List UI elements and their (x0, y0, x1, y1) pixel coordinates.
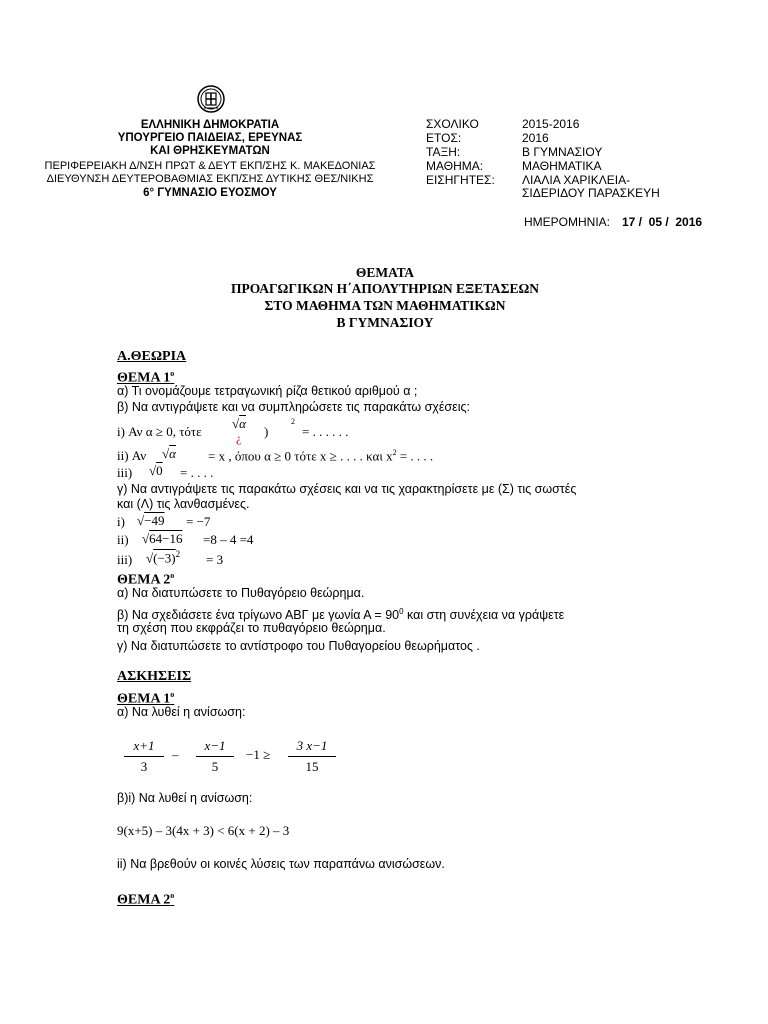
theory-t1-question-b: β) Να αντιγράψετε και να συμπληρώσετε τις παρακάτω σχέσεις: (117, 400, 470, 414)
exam-title-line1: ΘΕΜΑΤΑ (355, 265, 415, 280)
header-school: 6° ΓΥΜΝΑΣΙΟ ΕΥΟΣΜΟΥ (143, 187, 277, 199)
exp-2: 2 (291, 417, 295, 426)
theory-t1-question-c-line1: γ) Να αντιγράψετε τις παρακάτω σχέσεις και να τις χαρακτηρίσετε με (Σ) τις σωστές (117, 482, 577, 496)
theory-t1-c-item-iii: iii) (117, 552, 133, 567)
header-regional-directorate: ΠΕΡΙΦΕΡΕΙΑΚΗ Δ/ΝΣΗ ΠΡΩΤ & ΔΕΥΤ ΕΚΠ/ΣΗΣ Κ. ΜΑΚΕΔΟΝΙΑΣ (44, 160, 376, 172)
exercise1-inequality: 9(x+5) – 3(4x + 3) < 6(x + 2) – 3 (117, 823, 290, 838)
exercises-topic1-heading: ΘΕΜΑ $1^o$ (117, 690, 175, 707)
greek-emblem-icon (196, 84, 226, 114)
radical-minus3-squared: $√(-3)^2$ (146, 549, 181, 566)
exercise1-question-b-ii: ii) Να βρεθούν οι κοινές λύσεις των παραπάνω ανισώσεων. (117, 857, 445, 871)
radical-alpha: √α (232, 416, 246, 431)
info-value-subject: ΜΑΘΗΜΑΤΙΚΑ (522, 159, 602, 173)
date-value: 17 / 05 / 2016 (622, 215, 703, 229)
theory-t2-question-c: γ) Να διατυπώσετε το αντίστροφο του Πυθαγορείου θεωρήματος . (117, 639, 480, 653)
info-label-subject: ΜΑΘΗΜΑ: (426, 159, 484, 173)
theory-topic1-heading: ΘΕΜΑ $1^o$ (117, 369, 175, 386)
exam-title-line2: ΠΡΟΑΓΩΓΙΚΩΝ Η΄ΑΠΟΛΥΤΗΡΙΩΝ ΕΞΕΤΑΣΕΩΝ (230, 281, 540, 296)
section-exercises-heading: ΑΣΚΗΣΕΙΣ (117, 669, 192, 684)
info-value-teachers-cont: ΣΙΔΕΡΙΔΟΥ ΠΑΡΑΣΚΕΥΗ (522, 186, 660, 200)
theory-t1-c-item-ii: ii) (117, 532, 129, 547)
theory-t2-question-b-line2: τη σχέση που εκφράζει το πυθαγόρειο θεώρημα. (117, 621, 386, 635)
theory-t2-question-b-line1: β) Να σχεδιάσετε ένα τρίγωνο ΑΒΓ με γωνία $A = 90^0$ και στη συνέχεια να γράψετε (117, 607, 565, 623)
paren-close: ) (264, 424, 269, 439)
info-value-teachers: ΛΙΑΛΙΑ ΧΑΡΙΚΛΕΙΑ- (522, 173, 631, 187)
date-label: ΗΜΕΡΟΜΗΝΙΑ: (524, 215, 611, 229)
header-ministry-cont: ΚΑΙ ΘΡΗΣΚΕΥΜΑΤΩΝ (150, 145, 270, 157)
info-value-year: 2015-2016 (522, 117, 580, 131)
header-country: ΕΛΛΗΝΙΚΗ ΔΗΜΟΚΡΑΤΙΑ (140, 119, 280, 131)
theory-t1-item-i: i) Αν α ≥ 0, τότε (117, 424, 202, 439)
exam-title-line4: Β ΓΥΜΝΑΣΙΟΥ (336, 315, 434, 330)
exercise1-question-a: α) Να λυθεί η ανίσωση: (117, 705, 246, 719)
minus-sign: – (172, 747, 179, 762)
exercises-topic2-heading: ΘΕΜΑ $2^o$ (117, 891, 175, 908)
info-label-year: ΣΧΟΛΙΚΟ (426, 117, 479, 131)
theory-t1-c-item-i: i) (117, 514, 125, 529)
radical-alpha-2: √α (162, 446, 176, 461)
header-directorate: ΔΙΕΥΘΥΝΣΗ ΔΕΥΤΕΡΟΒΑΘΜΙΑΣ ΕΚΠ/ΣΗΣ ΔΥΤΙΚΗΣ ΘΕΣ/ΝΙΚΗΣ (46, 173, 374, 185)
fraction-2: $\frac{x-1}{5}$ (196, 738, 234, 775)
info-label-teachers: ΕΙΣΗΓΗΤΕΣ: (426, 173, 495, 187)
item-i-end: = . . . . . . (302, 424, 349, 439)
theory-t1-question-a: α) Τι ονομάζουμε τετραγωνική ρίζα θετικού αριθμού α ; (117, 384, 418, 398)
section-theory-heading: Α.ΘΕΩΡΙΑ (117, 349, 187, 364)
info-value-etos: 2016 (522, 131, 549, 145)
exam-title-line3: ΣΤΟ ΜΑΘΗΜΑ ΤΩΝ ΜΑΘΗΜΑΤΙΚΩΝ (264, 298, 506, 313)
info-label-etos: ΕΤΟΣ: (426, 131, 462, 145)
item-ii-post: = x , όπου α ≥ 0 τότε x ≥ . . . . και $x^2$ = . . . . (208, 448, 434, 464)
red-mark: ¿ (236, 431, 242, 445)
c-item-ii-post: =8 – 4 =4 (203, 532, 254, 547)
c-item-i-post: = −7 (186, 514, 211, 529)
theory-t2-question-a: α) Να διατυπώσετε το Πυθαγόρειο θεώρημα. (117, 586, 365, 600)
radical-zero: √0 (149, 463, 163, 478)
fraction-1: $\frac{x+1}{3}$ (124, 738, 164, 775)
exercise1-question-b-i: β)i) Να λυθεί η ανίσωση: (117, 791, 253, 805)
minus-one-geq: −1 ≥ (246, 747, 271, 762)
theory-t1-item-iii: iii) (117, 465, 133, 480)
header-ministry: ΥΠΟΥΡΓΕΙΟ ΠΑΙΔΕΙΑΣ, ΕΡΕΥΝΑΣ (117, 132, 303, 144)
info-value-class: Β ΓΥΜΝΑΣΙΟΥ (522, 145, 603, 159)
item-iii-post: = . . . . (180, 465, 214, 480)
theory-t1-question-c-line2: και (Λ) τις λανθασμένες. (117, 497, 250, 511)
fraction-3: $\frac{3 x-1}{15}$ (288, 738, 336, 775)
radical-minus49: √−49 (137, 513, 165, 528)
radical-64-16: √64−16 (142, 531, 183, 546)
theory-topic2-heading: ΘΕΜΑ $2^o$ (117, 571, 175, 588)
theory-t1-item-ii: ii) Αν (117, 448, 147, 463)
c-item-iii-post: = 3 (206, 552, 224, 567)
info-label-class: ΤΑΞΗ: (426, 145, 461, 159)
